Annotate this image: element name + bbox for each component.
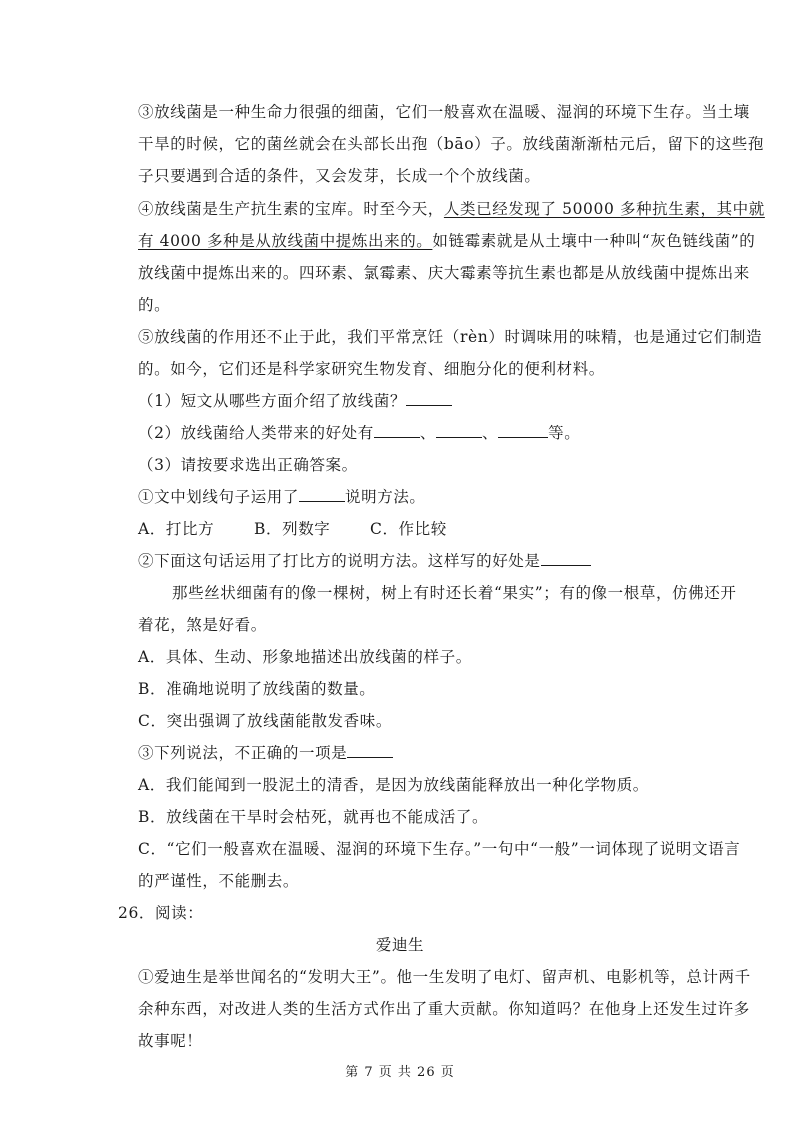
- question-26-label: 26．阅读：: [118, 904, 204, 922]
- answer-blank-1[interactable]: [374, 423, 420, 438]
- passage-p5-line1: ⑤放线菌的作用还不止于此，我们平常烹饪（rèn）时调味用的味精，也是通过它们制造: [138, 328, 763, 346]
- q26-p1-line3: 故事呢！: [138, 1032, 203, 1050]
- p4-text: 如链霉素就是从土壤中一种叫“灰色链线菌”的: [432, 232, 756, 250]
- question-1-text: （1）短文从哪些方面介绍了放线菌？: [138, 392, 407, 410]
- question-2-text: （2）放线菌给人类带来的好处有: [138, 424, 374, 442]
- q3-3-option-c-cont: 的严谨性，不能删去。: [138, 872, 300, 890]
- question-3-1-text: ①文中划线句子运用了: [138, 488, 300, 506]
- q3-3-option-c[interactable]: C．“它们一般喜欢在温暖、湿润的环境下生存。”一句中“一般”一词体现了说明文语言: [138, 840, 741, 858]
- answer-blank[interactable]: [541, 551, 591, 566]
- p4-text: ④放线菌是生产抗生素的宝库。时至今天，: [138, 200, 444, 218]
- answer-blank[interactable]: [347, 743, 393, 758]
- question-3-1-end: 说明方法。: [345, 488, 426, 506]
- q26-p1-line1: ①爱迪生是举世闻名的“发明大王”。他一生发明了电灯、留声机、电影机等，总计两千: [138, 968, 751, 986]
- q3-3-option-a[interactable]: A．我们能闻到一股泥土的清香，是因为放线菌能释放出一种化学物质。: [138, 776, 649, 794]
- question-3-1: [138, 487, 426, 507]
- question-3-2-text: ②下面这句话运用了打比方的说明方法。这样写的好处是: [138, 552, 541, 570]
- separator: 、: [419, 424, 436, 442]
- underlined-sentence: 人类已经发现了 50000 多种抗生素，其中就: [443, 200, 765, 218]
- question-3: （3）请按要求选出正确答案。: [138, 456, 358, 474]
- separator: 、: [481, 424, 499, 442]
- q3-3-option-b[interactable]: B．放线菌在干旱时会枯死，就再也不能成活了。: [138, 808, 489, 826]
- answer-blank-3[interactable]: [498, 423, 548, 438]
- q3-2-option-a[interactable]: A．具体、生动、形象地描述出放线菌的样子。: [138, 648, 472, 666]
- q3-2-option-b[interactable]: B．准确地说明了放线菌的数量。: [138, 680, 376, 698]
- passage-p3-line1: ③放线菌是一种生命力很强的细菌，它们一般喜欢在温暖、湿润的环境下生存。当土壤: [138, 103, 750, 121]
- passage-p4-line1: [138, 199, 765, 219]
- passage-p5-line2: 的。如今，它们还是科学家研究生物发育、细胞分化的便利材料。: [138, 360, 605, 378]
- question-3-2: [138, 551, 591, 571]
- passage-title: 爱迪生: [375, 936, 425, 954]
- passage-p4-line4: 的。: [138, 296, 171, 314]
- underlined-sentence-end: 有 4000 多种是从放线菌中提炼出来的。: [138, 232, 433, 250]
- option-a[interactable]: A．打比方: [138, 520, 215, 538]
- passage-p4-line2: [138, 231, 755, 251]
- option-b[interactable]: B．列数字: [254, 520, 331, 538]
- passage-p4-line3: 放线菌中提炼出来的。四环素、氯霉素、庆大霉素等抗生素也都是从放线菌中提炼出来: [138, 264, 750, 282]
- option-c[interactable]: C．作比较: [370, 520, 447, 538]
- answer-blank[interactable]: [299, 487, 345, 502]
- question-3-3: [138, 743, 393, 763]
- answer-blank[interactable]: [406, 391, 452, 406]
- q26-p1-line2: 余种东西，对改进人类的生活方式作出了重大贡献。你知道吗？在他身上还发生过许多: [138, 1000, 750, 1018]
- question-1: [138, 391, 452, 411]
- question-2: [138, 423, 580, 443]
- question-2-end: 等。: [548, 424, 581, 442]
- quote-line1: 那些丝状细菌有的像一棵树，树上有时还长着“果实”；有的像一根草，仿佛还开: [172, 584, 737, 602]
- page-footer: 第 7 页 共 26 页: [345, 1065, 455, 1080]
- quote-line2: 着花，煞是好看。: [138, 616, 267, 634]
- passage-p3-line2: 干旱的时候，它的菌丝就会在头部长出孢（bāo）子。放线菌渐渐枯元后，留下的这些孢: [138, 135, 764, 153]
- q3-2-option-c[interactable]: C．突出强调了放线菌能散发香味。: [138, 712, 392, 730]
- passage-p3-line3: 子只要遇到合适的条件，又会发芽，长成一个个放线菌。: [138, 167, 541, 185]
- question-3-1-options: [138, 519, 447, 539]
- answer-blank-2[interactable]: [436, 423, 482, 438]
- question-3-3-text: ③下列说法，不正确的一项是: [138, 744, 348, 762]
